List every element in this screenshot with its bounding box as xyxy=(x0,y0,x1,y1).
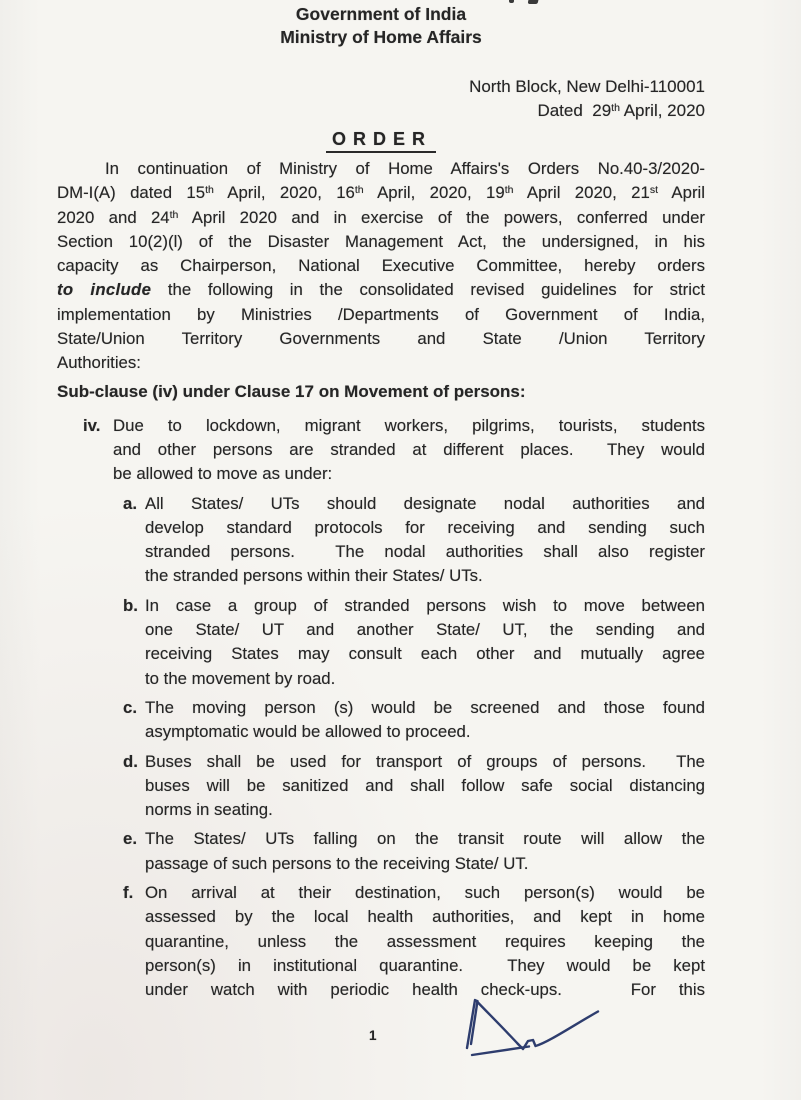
text-line: On arrival at their destination, such person(s) would be xyxy=(145,883,705,903)
subitem-marker: c. xyxy=(123,697,137,717)
text-line: Buses shall be used for transport of groups of persons. The xyxy=(145,751,705,771)
signature-stroke xyxy=(472,1047,529,1056)
header-ministry-of-home-affairs: Ministry of Home Affairs xyxy=(280,27,482,47)
subitem-text xyxy=(145,827,705,876)
subitem-marker: b. xyxy=(123,595,138,615)
text-line: In continuation of Ministry of Home Affairs's Orders No.40-3/2020- xyxy=(105,159,705,178)
cut-off-text-fragment xyxy=(528,0,539,4)
subitem-marker: e. xyxy=(123,829,137,849)
text-line: asymptomatic would be allowed to proceed. xyxy=(145,722,471,742)
text-line: quarantine, unless the assessment requires keeping the xyxy=(145,931,705,951)
subitem-marker: d. xyxy=(123,751,138,771)
text-line: to the movement by road. xyxy=(145,668,336,688)
text-line: buses will be sanitized and shall follow safe social distancing xyxy=(145,775,705,795)
clause-iv xyxy=(83,414,801,487)
signature-stroke xyxy=(518,1012,598,1050)
text-line: The moving person (s) would be screened and those found xyxy=(145,697,705,717)
text-line: All States/ UTs should designate nodal authorities and xyxy=(145,493,705,513)
text-line: State/Union Territory Governments and State /Union Territory xyxy=(57,329,705,349)
text-line: passage of such persons to the receiving State/ UT. xyxy=(145,853,529,873)
subitem-list xyxy=(0,492,801,1003)
text-line: under watch with periodic health check-ups. For this xyxy=(145,980,705,1000)
text-line: be allowed to move as under: xyxy=(113,464,333,484)
subitem-text xyxy=(145,492,705,589)
subitem-e xyxy=(123,827,801,876)
text-line: capacity as Chairperson, National Executive Committee, hereby orders xyxy=(57,256,705,276)
subitem-marker: f. xyxy=(123,883,134,903)
date-line: Dated 29th April, 2020 xyxy=(537,100,705,120)
order-title-wrap xyxy=(57,129,705,153)
text-line: Due to lockdown, migrant workers, pilgrims, tourists, students xyxy=(113,415,705,435)
clause-iv-text xyxy=(113,414,705,487)
text-line: one State/ UT and another State/ UT, the sending and xyxy=(145,620,705,640)
text-line: person(s) in institutional quarantine. They would be kept xyxy=(145,955,705,975)
text-line: the stranded persons within their States/ UTs. xyxy=(145,566,483,586)
text-line: Section 10(2)(l) of the Disaster Management Act, the undersigned, in his xyxy=(57,231,705,251)
subitem-a xyxy=(123,492,801,589)
text-line: norms in seating. xyxy=(145,800,273,820)
handwritten-signature xyxy=(450,985,610,1075)
text-line: DM-I(A) dated 15th April, 2020, 16th April, 2020, 19th April 2020, 21st April xyxy=(57,183,705,203)
text-line: implementation by Ministries /Departments of Government of India, xyxy=(57,304,705,324)
clause-iv-marker: iv. xyxy=(83,415,101,435)
intro-paragraph xyxy=(57,157,705,376)
signature-stroke xyxy=(476,1001,518,1045)
text-line: The States/ UTs falling on the transit route will allow the xyxy=(145,829,705,849)
subitem-marker: a. xyxy=(123,493,137,513)
address-line: North Block, New Delhi-110001 xyxy=(469,77,705,96)
text-line: develop standard protocols for receiving and sending such xyxy=(145,517,705,537)
order-title: ORDER xyxy=(326,129,436,153)
subitem-text xyxy=(145,881,705,1002)
text-line: 2020 and 24th April 2020 and in exercise of the powers, conferred under xyxy=(57,207,705,227)
text-line: stranded persons. The nodal authorities shall also register xyxy=(145,542,705,562)
subitem-b xyxy=(123,594,801,691)
text-line: and other persons are stranded at different places. They would xyxy=(113,439,705,459)
document-header xyxy=(57,0,705,49)
cut-off-text-fragment xyxy=(509,0,514,3)
header-government-of-india: Government of India xyxy=(295,4,467,24)
text-line: In case a group of stranded persons wish to move between xyxy=(145,595,705,615)
subitem-text xyxy=(145,696,705,745)
text-line: assessed by the local health authorities, and kept in home xyxy=(145,907,705,927)
subclause-heading: Sub-clause (iv) under Clause 17 on Movement of persons: xyxy=(57,381,526,401)
text-line: to include the following in the consolidated revised guidelines for strict xyxy=(57,280,705,300)
text-line: Authorities: xyxy=(57,353,141,373)
page-number: 1 xyxy=(369,1028,377,1043)
subitem-text xyxy=(145,750,705,823)
dateline-block xyxy=(57,75,705,122)
subitem-text xyxy=(145,594,705,691)
text-line: receiving States may consult each other and mutually agree xyxy=(145,644,705,664)
subitem-c xyxy=(123,696,801,745)
subitem-d xyxy=(123,750,801,823)
